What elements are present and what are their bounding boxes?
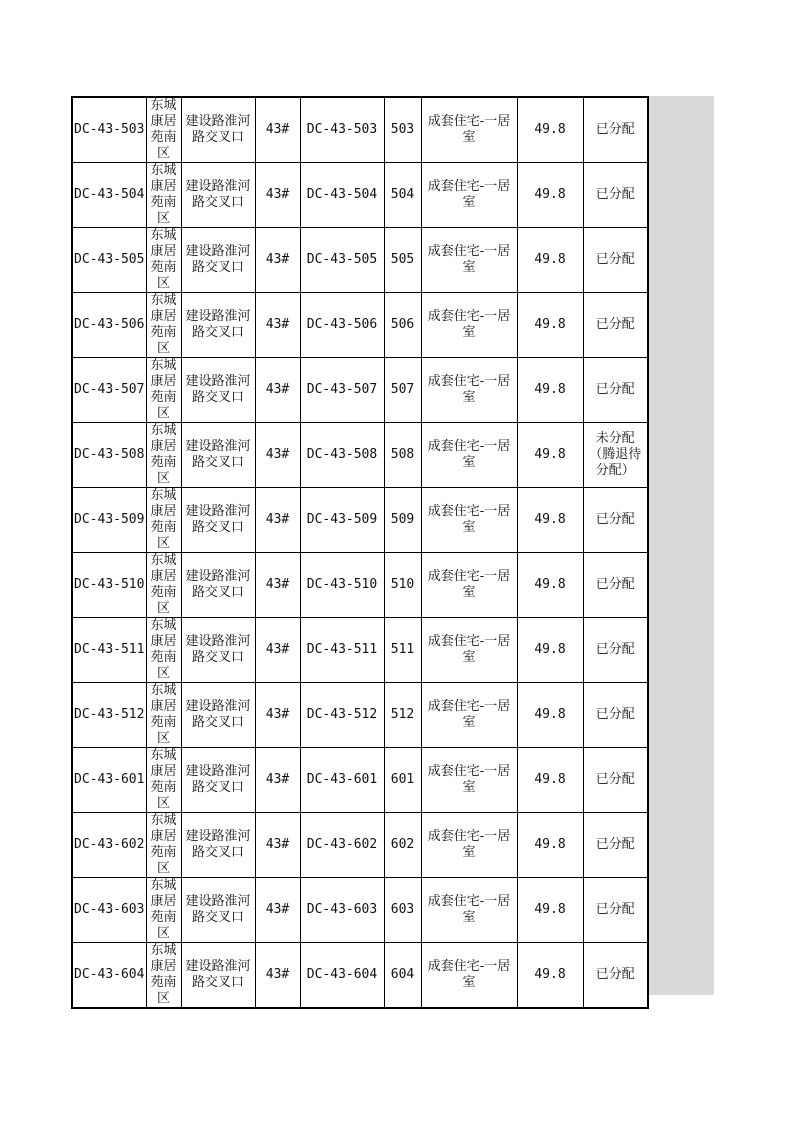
room-code-cell: DC-43-601 (300, 748, 384, 813)
status-cell: 已分配 (583, 553, 648, 618)
table-row (72, 553, 648, 618)
location-cell: 建设路淮河路交叉口 (181, 943, 255, 1009)
table-row (72, 358, 648, 423)
community-cell: 东城康居苑南区 (146, 553, 181, 618)
housing-type-cell: 成套住宅-一居室 (421, 163, 517, 228)
room-code-cell: DC-43-602 (300, 813, 384, 878)
community-cell: 东城康居苑南区 (146, 358, 181, 423)
status-cell: 已分配 (583, 228, 648, 293)
room-code-cell: DC-43-508 (300, 423, 384, 488)
room-code-cell: DC-43-603 (300, 878, 384, 943)
housing-type-cell: 成套住宅-一居室 (421, 943, 517, 1009)
area-cell: 49.8 (517, 488, 583, 553)
building-cell: 43# (255, 748, 300, 813)
house-code-cell: DC-43-506 (72, 293, 146, 358)
table-row (72, 293, 648, 358)
room-code-cell: DC-43-503 (300, 97, 384, 163)
room-code-cell: DC-43-507 (300, 358, 384, 423)
status-cell: 未分配（腾退待分配） (583, 423, 648, 488)
location-cell: 建设路淮河路交叉口 (181, 293, 255, 358)
community-cell: 东城康居苑南区 (146, 618, 181, 683)
house-code-cell: DC-43-604 (72, 943, 146, 1009)
house-code-cell: DC-43-511 (72, 618, 146, 683)
location-cell: 建设路淮河路交叉口 (181, 813, 255, 878)
location-cell: 建设路淮河路交叉口 (181, 748, 255, 813)
area-cell: 49.8 (517, 813, 583, 878)
table-row (72, 878, 648, 943)
building-cell: 43# (255, 97, 300, 163)
status-cell: 已分配 (583, 293, 648, 358)
community-cell: 东城康居苑南区 (146, 293, 181, 358)
housing-type-cell: 成套住宅-一居室 (421, 488, 517, 553)
housing-type-cell: 成套住宅-一居室 (421, 618, 517, 683)
table-row (72, 423, 648, 488)
community-cell: 东城康居苑南区 (146, 683, 181, 748)
room-number-cell: 504 (384, 163, 421, 228)
status-cell: 已分配 (583, 943, 648, 1009)
location-cell: 建设路淮河路交叉口 (181, 488, 255, 553)
room-number-cell: 512 (384, 683, 421, 748)
status-cell: 已分配 (583, 618, 648, 683)
community-cell: 东城康居苑南区 (146, 423, 181, 488)
community-cell: 东城康居苑南区 (146, 943, 181, 1009)
location-cell: 建设路淮河路交叉口 (181, 618, 255, 683)
area-cell: 49.8 (517, 293, 583, 358)
room-number-cell: 506 (384, 293, 421, 358)
location-cell: 建设路淮河路交叉口 (181, 553, 255, 618)
area-cell: 49.8 (517, 943, 583, 1009)
location-cell: 建设路淮河路交叉口 (181, 683, 255, 748)
status-cell: 已分配 (583, 163, 648, 228)
housing-type-cell: 成套住宅-一居室 (421, 97, 517, 163)
location-cell: 建设路淮河路交叉口 (181, 228, 255, 293)
table-body (72, 97, 648, 1008)
room-number-cell: 602 (384, 813, 421, 878)
room-number-cell: 511 (384, 618, 421, 683)
community-cell: 东城康居苑南区 (146, 97, 181, 163)
room-code-cell: DC-43-604 (300, 943, 384, 1009)
housing-type-cell: 成套住宅-一居室 (421, 748, 517, 813)
table-row (72, 163, 648, 228)
building-cell: 43# (255, 683, 300, 748)
status-cell: 已分配 (583, 878, 648, 943)
community-cell: 东城康居苑南区 (146, 813, 181, 878)
table-row (72, 228, 648, 293)
community-cell: 东城康居苑南区 (146, 163, 181, 228)
room-code-cell: DC-43-510 (300, 553, 384, 618)
room-code-cell: DC-43-506 (300, 293, 384, 358)
status-cell: 已分配 (583, 683, 648, 748)
area-cell: 49.8 (517, 553, 583, 618)
location-cell: 建设路淮河路交叉口 (181, 97, 255, 163)
building-cell: 43# (255, 293, 300, 358)
house-code-cell: DC-43-510 (72, 553, 146, 618)
community-cell: 东城康居苑南区 (146, 228, 181, 293)
room-number-cell: 604 (384, 943, 421, 1009)
area-cell: 49.8 (517, 423, 583, 488)
room-code-cell: DC-43-504 (300, 163, 384, 228)
building-cell: 43# (255, 163, 300, 228)
room-code-cell: DC-43-509 (300, 488, 384, 553)
building-cell: 43# (255, 358, 300, 423)
house-code-cell: DC-43-508 (72, 423, 146, 488)
building-cell: 43# (255, 553, 300, 618)
table-row (72, 488, 648, 553)
room-code-cell: DC-43-505 (300, 228, 384, 293)
area-cell: 49.8 (517, 748, 583, 813)
location-cell: 建设路淮河路交叉口 (181, 358, 255, 423)
house-code-cell: DC-43-603 (72, 878, 146, 943)
housing-type-cell: 成套住宅-一居室 (421, 553, 517, 618)
area-cell: 49.8 (517, 97, 583, 163)
building-cell: 43# (255, 228, 300, 293)
location-cell: 建设路淮河路交叉口 (181, 878, 255, 943)
housing-type-cell: 成套住宅-一居室 (421, 293, 517, 358)
area-cell: 49.8 (517, 228, 583, 293)
area-cell: 49.8 (517, 163, 583, 228)
table-row (72, 683, 648, 748)
room-number-cell: 508 (384, 423, 421, 488)
table-row (72, 97, 648, 163)
location-cell: 建设路淮河路交叉口 (181, 163, 255, 228)
area-cell: 49.8 (517, 683, 583, 748)
building-cell: 43# (255, 618, 300, 683)
building-cell: 43# (255, 423, 300, 488)
room-number-cell: 510 (384, 553, 421, 618)
area-cell: 49.8 (517, 618, 583, 683)
status-cell: 已分配 (583, 97, 648, 163)
house-code-cell: DC-43-602 (72, 813, 146, 878)
house-code-cell: DC-43-504 (72, 163, 146, 228)
housing-type-cell: 成套住宅-一居室 (421, 878, 517, 943)
area-cell: 49.8 (517, 358, 583, 423)
housing-type-cell: 成套住宅-一居室 (421, 423, 517, 488)
room-number-cell: 503 (384, 97, 421, 163)
status-cell: 已分配 (583, 358, 648, 423)
location-cell: 建设路淮河路交叉口 (181, 423, 255, 488)
area-cell: 49.8 (517, 878, 583, 943)
community-cell: 东城康居苑南区 (146, 488, 181, 553)
housing-type-cell: 成套住宅-一居室 (421, 813, 517, 878)
status-cell: 已分配 (583, 488, 648, 553)
building-cell: 43# (255, 943, 300, 1009)
status-cell: 已分配 (583, 813, 648, 878)
housing-type-cell: 成套住宅-一居室 (421, 683, 517, 748)
housing-type-cell: 成套住宅-一居室 (421, 358, 517, 423)
room-number-cell: 505 (384, 228, 421, 293)
table-row (72, 943, 648, 1009)
room-number-cell: 601 (384, 748, 421, 813)
building-cell: 43# (255, 813, 300, 878)
gray-column-band (646, 96, 714, 995)
room-code-cell: DC-43-511 (300, 618, 384, 683)
building-cell: 43# (255, 488, 300, 553)
table-row (72, 748, 648, 813)
house-code-cell: DC-43-503 (72, 97, 146, 163)
house-code-cell: DC-43-601 (72, 748, 146, 813)
table-row (72, 813, 648, 878)
house-code-cell: DC-43-505 (72, 228, 146, 293)
table-row (72, 618, 648, 683)
room-number-cell: 603 (384, 878, 421, 943)
community-cell: 东城康居苑南区 (146, 878, 181, 943)
house-code-cell: DC-43-509 (72, 488, 146, 553)
housing-table (71, 96, 649, 1009)
housing-type-cell: 成套住宅-一居室 (421, 228, 517, 293)
room-number-cell: 507 (384, 358, 421, 423)
house-code-cell: DC-43-512 (72, 683, 146, 748)
building-cell: 43# (255, 878, 300, 943)
room-code-cell: DC-43-512 (300, 683, 384, 748)
house-code-cell: DC-43-507 (72, 358, 146, 423)
status-cell: 已分配 (583, 748, 648, 813)
room-number-cell: 509 (384, 488, 421, 553)
community-cell: 东城康居苑南区 (146, 748, 181, 813)
